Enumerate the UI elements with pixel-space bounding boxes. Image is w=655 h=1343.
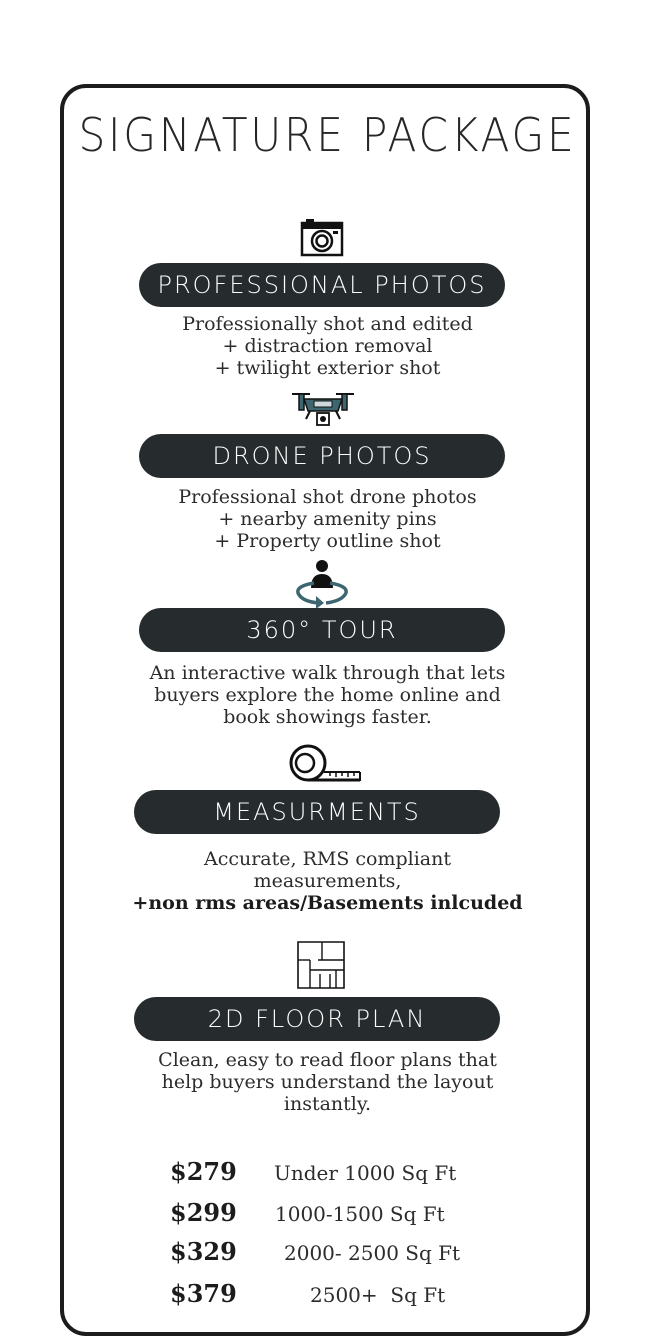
pricing-row bbox=[0, 1279, 655, 1313]
price-value: $379 bbox=[170, 1279, 237, 1308]
desc-line: measurements, bbox=[253, 870, 402, 892]
desc-line: An interactive walk through that lets bbox=[149, 662, 506, 684]
section-desc-drone-photos bbox=[0, 486, 655, 552]
desc-bold-line: +non rms areas/Basements inlcuded bbox=[132, 892, 523, 914]
desc-line: help buyers understand the layout bbox=[161, 1071, 494, 1093]
drone-icon bbox=[290, 389, 356, 429]
desc-line: Clean, easy to read floor plans that bbox=[158, 1049, 497, 1071]
price-size: 2500+ Sq Ft bbox=[310, 1283, 446, 1307]
section-pill-drone-photos: DRONE PHOTOS bbox=[139, 434, 505, 478]
desc-line: + twilight exterior shot bbox=[214, 357, 441, 379]
floor-plan-icon bbox=[296, 940, 348, 990]
section-desc-360-tour bbox=[0, 662, 655, 728]
package-title: SIGNATURE PACKAGE bbox=[78, 108, 577, 162]
price-size: 2000- 2500 Sq Ft bbox=[284, 1241, 461, 1265]
desc-line: + nearby amenity pins bbox=[218, 508, 437, 530]
pricing-row bbox=[0, 1198, 655, 1232]
price-value: $279 bbox=[170, 1157, 237, 1186]
pricing-row bbox=[0, 1157, 655, 1191]
desc-line: book showings faster. bbox=[223, 706, 432, 728]
desc-line: Professional shot drone photos bbox=[178, 486, 477, 508]
tape-measure-icon bbox=[288, 742, 362, 786]
desc-line: buyers explore the home online and bbox=[154, 684, 501, 706]
price-size: Under 1000 Sq Ft bbox=[274, 1161, 457, 1185]
section-desc-professional-photos bbox=[0, 313, 655, 379]
price-value: $299 bbox=[170, 1198, 237, 1227]
section-pill-360-tour: 360° TOUR bbox=[139, 608, 505, 652]
desc-line: Professionally shot and edited bbox=[182, 313, 473, 335]
camera-icon bbox=[300, 217, 344, 257]
section-pill-2d-floor-plan: 2D FLOOR PLAN bbox=[134, 997, 500, 1041]
desc-line: instantly. bbox=[283, 1093, 372, 1115]
price-value: $329 bbox=[170, 1237, 237, 1266]
section-desc-measurments bbox=[0, 848, 655, 914]
360-person-icon bbox=[292, 558, 352, 610]
price-size: 1000-1500 Sq Ft bbox=[275, 1202, 445, 1226]
section-pill-measurments: MEASURMENTS bbox=[134, 790, 500, 834]
pricing-row bbox=[0, 1237, 655, 1271]
desc-line: Accurate, RMS compliant bbox=[203, 848, 452, 870]
section-pill-professional-photos: PROFESSIONAL PHOTOS bbox=[139, 263, 505, 307]
desc-line: + Property outline shot bbox=[214, 530, 441, 552]
section-desc-2d-floor-plan bbox=[0, 1049, 655, 1115]
desc-line: + distraction removal bbox=[222, 335, 433, 357]
